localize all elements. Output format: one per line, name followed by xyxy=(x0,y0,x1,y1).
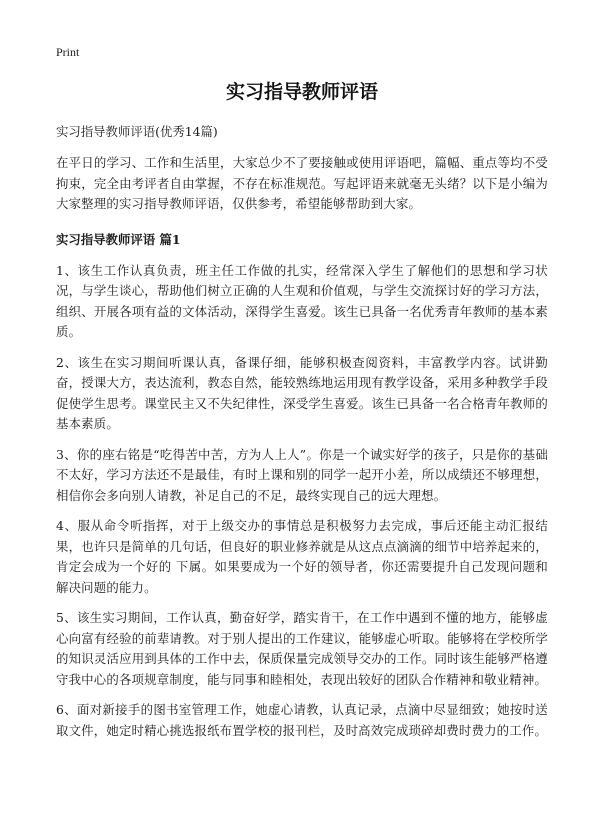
evaluation-item-5: 5、该生实习期间，工作认真，勤奋好学，踏实肯干，在工作中遇到不懂的地方，能够虚心向富有经验的前辈请教。对于别人提出的工作建议，能够虚心听取。能够将在学校所学的知识灵活应用到具体的工作中去，保质保量完成领导交办的工作。同时该生能够严格遵守我中心的各项规章制度，能与同事和睦相处，表现出较好的团队合作精神和敬业精神。 xyxy=(56,610,548,687)
evaluation-item-4: 4、服从命令听指挥，对于上级交办的事情总是积极努力去完成，事后还能主动汇报结果，也许只是简单的几句话，但良好的职业修养就是从这点点滴滴的细节中培养起来的，肯定会成为一个好的 下属。如果要成为一个好的领导者，你还需要提升自己发现问题和解决问题的能力。 xyxy=(56,518,548,595)
evaluation-item-3: 3、你的座右铭是“吃得苦中苦，方为人上人”。你是一个诚实好学的孩子，只是你的基础不太好，学习方法还不是最佳，有时上课和别的同学一起开小差，所以成绩还不够理想，相信你会多向别人请教，补足自己的不足，最终实现自己的远大理想。 xyxy=(56,446,548,503)
section-heading: 实习指导教师评语 篇1 xyxy=(56,231,181,247)
evaluation-item-6: 6、面对新接手的图书室管理工作，她虚心请教，认真记录，点滴中尽显细致；她按时送取文件，她定时精心挑选报纸布置学校的报刊栏，及时高效完成琐碎却费时费力的工作。 xyxy=(56,702,548,738)
evaluation-item-1: 1、该生工作认真负责，班主任工作做的扎实，经常深入学生了解他们的思想和学习状况，与学生谈心，帮助他们树立正确的人生观和价值观，与学生交流探讨好的学习方法，组织、开展各项有益的文体活动，深得学生喜爱。该生已具备一名优秀青年教师的基本素质。 xyxy=(56,262,548,339)
intro-paragraph: 在平日的学习、工作和生活里，大家总少不了要接触或使用评语吧，篇幅、重点等均不受拘束，完全由考评者自由掌握，不存在标准规范。写起评语来就毫无头绪？以下是小编为大家整理的实习指导教师评语，仅供参考，希望能够帮助到大家。 xyxy=(56,155,548,211)
evaluation-item-2: 2、该生在实习期间听课认真，备课仔细，能够积极查阅资料，丰富教学内容。试讲勤奋，授课大方，表达流利，教态自然，能较熟练地运用现有教学设备，采用多种教学手段促使学生思考。课堂民主又不失纪律性，深受学生喜爱。该生已具备一名合格青年教师的基本素质。 xyxy=(56,354,548,431)
document-subtitle: 实习指导教师评语(优秀14篇) xyxy=(56,124,218,139)
page-title: 实习指导教师评语 xyxy=(225,81,378,103)
print-label[interactable]: Print xyxy=(56,45,80,59)
